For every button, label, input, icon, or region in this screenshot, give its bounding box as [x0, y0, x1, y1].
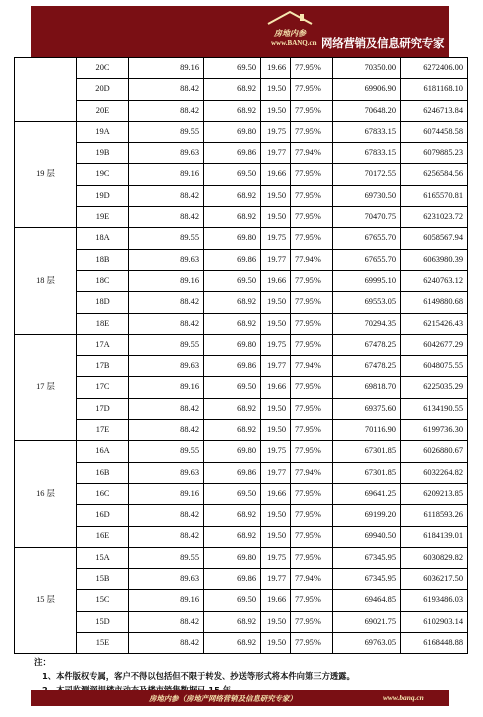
value-cell: 69.80 — [204, 441, 261, 462]
value-cell: 77.94% — [291, 249, 333, 270]
value-cell: 77.95% — [291, 207, 333, 228]
unit-cell: 17A — [77, 334, 129, 355]
value-cell: 6272406.00 — [401, 58, 468, 79]
value-cell: 77.95% — [291, 377, 333, 398]
value-cell: 6193486.03 — [401, 590, 468, 611]
value-cell: 19.50 — [261, 79, 291, 100]
value-cell: 6184139.01 — [401, 526, 468, 547]
table-row — [15, 462, 468, 483]
value-cell: 69.86 — [204, 462, 261, 483]
value-cell: 6168448.88 — [401, 633, 468, 654]
value-cell: 77.95% — [291, 164, 333, 185]
value-cell: 19.50 — [261, 100, 291, 121]
value-cell: 6032264.82 — [401, 462, 468, 483]
value-cell: 69021.75 — [333, 611, 401, 632]
value-cell: 69.50 — [204, 270, 261, 291]
value-cell: 89.16 — [129, 377, 204, 398]
value-cell: 77.95% — [291, 611, 333, 632]
value-cell: 6215426.43 — [401, 313, 468, 334]
unit-cell: 18B — [77, 249, 129, 270]
value-cell: 77.95% — [291, 313, 333, 334]
value-cell: 69.50 — [204, 483, 261, 504]
value-cell: 77.95% — [291, 547, 333, 568]
unit-cell: 20D — [77, 79, 129, 100]
value-cell: 69375.60 — [333, 398, 401, 419]
value-cell: 89.63 — [129, 249, 204, 270]
unit-cell: 18C — [77, 270, 129, 291]
value-cell: 70350.00 — [333, 58, 401, 79]
price-table-body — [15, 58, 468, 654]
table-row — [15, 185, 468, 206]
value-cell: 89.16 — [129, 164, 204, 185]
unit-cell: 16B — [77, 462, 129, 483]
value-cell: 88.42 — [129, 633, 204, 654]
unit-cell: 19D — [77, 185, 129, 206]
value-cell: 77.95% — [291, 100, 333, 121]
table-row — [15, 79, 468, 100]
value-cell: 19.66 — [261, 377, 291, 398]
value-cell: 68.92 — [204, 292, 261, 313]
value-cell: 77.95% — [291, 420, 333, 441]
value-cell: 88.42 — [129, 420, 204, 441]
value-cell: 69.86 — [204, 143, 261, 164]
note-item: 1、本件版权专属，客户不得以包括但不限于转发、抄送等形式将本件向第三方透露。 — [42, 671, 355, 681]
floor-cell: 17 层 — [15, 334, 77, 440]
value-cell: 77.95% — [291, 79, 333, 100]
value-cell: 89.55 — [129, 547, 204, 568]
value-cell: 68.92 — [204, 611, 261, 632]
value-cell: 77.95% — [291, 292, 333, 313]
table-row — [15, 58, 468, 79]
floor-cell: 16 层 — [15, 441, 77, 547]
value-cell: 88.42 — [129, 79, 204, 100]
value-cell: 19.50 — [261, 185, 291, 206]
value-cell: 88.42 — [129, 398, 204, 419]
value-cell: 77.95% — [291, 483, 333, 504]
unit-cell: 19E — [77, 207, 129, 228]
value-cell: 19.75 — [261, 334, 291, 355]
value-cell: 77.94% — [291, 569, 333, 590]
value-cell: 68.92 — [204, 185, 261, 206]
value-cell: 88.42 — [129, 207, 204, 228]
footer-banner — [31, 690, 449, 706]
value-cell: 6246713.84 — [401, 100, 468, 121]
value-cell: 19.77 — [261, 143, 291, 164]
unit-cell: 19A — [77, 121, 129, 142]
table-row — [15, 398, 468, 419]
footer-text: 房地内参（房地产网络营销及信息研究专家） — [149, 694, 297, 703]
table-row — [15, 164, 468, 185]
notes-label: 注： — [34, 658, 52, 668]
value-cell: 89.63 — [129, 143, 204, 164]
value-cell: 70172.55 — [333, 164, 401, 185]
value-cell: 19.66 — [261, 164, 291, 185]
value-cell: 77.95% — [291, 270, 333, 291]
value-cell: 19.50 — [261, 292, 291, 313]
value-cell: 88.42 — [129, 100, 204, 121]
unit-cell: 17E — [77, 420, 129, 441]
table-row — [15, 611, 468, 632]
value-cell: 67345.95 — [333, 547, 401, 568]
value-cell: 69.50 — [204, 164, 261, 185]
floor-cell: 18 层 — [15, 228, 77, 334]
table-row — [15, 143, 468, 164]
value-cell: 77.95% — [291, 526, 333, 547]
value-cell: 69.80 — [204, 334, 261, 355]
value-cell: 67655.70 — [333, 228, 401, 249]
value-cell: 19.75 — [261, 228, 291, 249]
value-cell: 19.50 — [261, 207, 291, 228]
table-row — [15, 505, 468, 526]
unit-cell: 18E — [77, 313, 129, 334]
value-cell: 88.42 — [129, 505, 204, 526]
floor-cell: 15 层 — [15, 547, 77, 653]
value-cell: 6231023.72 — [401, 207, 468, 228]
value-cell: 6026880.67 — [401, 441, 468, 462]
value-cell: 77.95% — [291, 228, 333, 249]
value-cell: 68.92 — [204, 420, 261, 441]
value-cell: 69.50 — [204, 377, 261, 398]
value-cell: 19.50 — [261, 313, 291, 334]
value-cell: 68.92 — [204, 207, 261, 228]
value-cell: 69.80 — [204, 121, 261, 142]
value-cell: 68.92 — [204, 100, 261, 121]
value-cell: 88.42 — [129, 292, 204, 313]
table-row — [15, 121, 468, 142]
value-cell: 69.80 — [204, 547, 261, 568]
header-banner — [31, 6, 449, 57]
value-cell: 69641.25 — [333, 483, 401, 504]
floor-cell — [15, 58, 77, 122]
value-cell: 89.63 — [129, 462, 204, 483]
value-cell: 69464.85 — [333, 590, 401, 611]
value-cell: 19.66 — [261, 483, 291, 504]
value-cell: 77.95% — [291, 334, 333, 355]
value-cell: 6209213.85 — [401, 483, 468, 504]
value-cell: 68.92 — [204, 398, 261, 419]
value-cell: 19.50 — [261, 526, 291, 547]
value-cell: 6181168.10 — [401, 79, 468, 100]
value-cell: 89.16 — [129, 58, 204, 79]
value-cell: 6118593.26 — [401, 505, 468, 526]
value-cell: 88.42 — [129, 526, 204, 547]
value-cell: 67301.85 — [333, 441, 401, 462]
value-cell: 6256584.56 — [401, 164, 468, 185]
value-cell: 6058567.94 — [401, 228, 468, 249]
value-cell: 67478.25 — [333, 356, 401, 377]
value-cell: 19.50 — [261, 611, 291, 632]
value-cell: 77.95% — [291, 505, 333, 526]
value-cell: 69906.90 — [333, 79, 401, 100]
table-row — [15, 292, 468, 313]
value-cell: 19.77 — [261, 462, 291, 483]
value-cell: 69.80 — [204, 228, 261, 249]
value-cell: 77.94% — [291, 143, 333, 164]
value-cell: 68.92 — [204, 505, 261, 526]
value-cell: 69.86 — [204, 249, 261, 270]
value-cell: 19.77 — [261, 249, 291, 270]
unit-cell: 16D — [77, 505, 129, 526]
value-cell: 70648.20 — [333, 100, 401, 121]
value-cell: 89.63 — [129, 356, 204, 377]
table-row — [15, 590, 468, 611]
table-row — [15, 207, 468, 228]
value-cell: 19.77 — [261, 569, 291, 590]
value-cell: 19.50 — [261, 505, 291, 526]
table-row — [15, 526, 468, 547]
unit-cell: 16A — [77, 441, 129, 462]
table-row — [15, 249, 468, 270]
unit-cell: 15D — [77, 611, 129, 632]
value-cell: 89.16 — [129, 590, 204, 611]
value-cell: 6225035.29 — [401, 377, 468, 398]
value-cell: 6036217.50 — [401, 569, 468, 590]
value-cell: 67345.95 — [333, 569, 401, 590]
value-cell: 68.92 — [204, 79, 261, 100]
unit-cell: 15A — [77, 547, 129, 568]
header-slogan: 网络营销及信息研究专家 — [321, 36, 445, 50]
value-cell: 77.94% — [291, 356, 333, 377]
unit-cell: 17D — [77, 398, 129, 419]
value-cell: 68.92 — [204, 526, 261, 547]
floor-cell: 19 层 — [15, 121, 77, 227]
value-cell: 69553.05 — [333, 292, 401, 313]
value-cell: 67655.70 — [333, 249, 401, 270]
value-cell: 88.42 — [129, 185, 204, 206]
value-cell: 6063980.39 — [401, 249, 468, 270]
value-cell: 6030829.82 — [401, 547, 468, 568]
price-table — [14, 57, 468, 654]
value-cell: 19.50 — [261, 633, 291, 654]
unit-cell: 17C — [77, 377, 129, 398]
value-cell: 69.86 — [204, 356, 261, 377]
unit-cell: 15C — [77, 590, 129, 611]
value-cell: 89.63 — [129, 569, 204, 590]
value-cell: 6134190.55 — [401, 398, 468, 419]
value-cell: 77.95% — [291, 590, 333, 611]
unit-cell: 18D — [77, 292, 129, 313]
unit-cell: 17B — [77, 356, 129, 377]
value-cell: 77.95% — [291, 398, 333, 419]
table-row — [15, 569, 468, 590]
value-cell: 69.50 — [204, 590, 261, 611]
table-row — [15, 547, 468, 568]
table-row — [15, 313, 468, 334]
value-cell: 68.92 — [204, 633, 261, 654]
unit-cell: 19B — [77, 143, 129, 164]
value-cell: 77.95% — [291, 121, 333, 142]
value-cell: 69940.50 — [333, 526, 401, 547]
value-cell: 69730.50 — [333, 185, 401, 206]
value-cell: 68.92 — [204, 313, 261, 334]
value-cell: 19.50 — [261, 398, 291, 419]
table-row — [15, 377, 468, 398]
value-cell: 67833.15 — [333, 143, 401, 164]
value-cell: 69995.10 — [333, 270, 401, 291]
value-cell: 19.75 — [261, 547, 291, 568]
table-row — [15, 420, 468, 441]
value-cell: 6149880.68 — [401, 292, 468, 313]
table-row — [15, 100, 468, 121]
value-cell: 88.42 — [129, 611, 204, 632]
value-cell: 67301.85 — [333, 462, 401, 483]
value-cell: 69763.05 — [333, 633, 401, 654]
unit-cell: 20C — [77, 58, 129, 79]
value-cell: 6165570.81 — [401, 185, 468, 206]
unit-cell: 20E — [77, 100, 129, 121]
table-row — [15, 334, 468, 355]
value-cell: 77.94% — [291, 462, 333, 483]
value-cell: 6079885.23 — [401, 143, 468, 164]
value-cell: 19.50 — [261, 420, 291, 441]
value-cell: 6042677.29 — [401, 334, 468, 355]
unit-cell: 15B — [77, 569, 129, 590]
unit-cell: 15E — [77, 633, 129, 654]
value-cell: 70470.75 — [333, 207, 401, 228]
value-cell: 67478.25 — [333, 334, 401, 355]
value-cell: 69199.20 — [333, 505, 401, 526]
value-cell: 89.55 — [129, 441, 204, 462]
table-row — [15, 356, 468, 377]
value-cell: 6048075.55 — [401, 356, 468, 377]
value-cell: 6102903.14 — [401, 611, 468, 632]
value-cell: 77.95% — [291, 185, 333, 206]
value-cell: 69.86 — [204, 569, 261, 590]
value-cell: 89.55 — [129, 121, 204, 142]
value-cell: 67833.15 — [333, 121, 401, 142]
value-cell: 19.66 — [261, 58, 291, 79]
value-cell: 69.50 — [204, 58, 261, 79]
value-cell: 77.95% — [291, 58, 333, 79]
unit-cell: 18A — [77, 228, 129, 249]
value-cell: 19.75 — [261, 121, 291, 142]
value-cell: 77.95% — [291, 441, 333, 462]
header-url: www.BANQ.cn — [271, 39, 317, 47]
table-row — [15, 270, 468, 291]
table-row — [15, 228, 468, 249]
value-cell: 6199736.30 — [401, 420, 468, 441]
table-row — [15, 441, 468, 462]
unit-cell: 16E — [77, 526, 129, 547]
value-cell: 70294.35 — [333, 313, 401, 334]
value-cell: 89.55 — [129, 334, 204, 355]
value-cell: 69818.70 — [333, 377, 401, 398]
value-cell: 77.95% — [291, 633, 333, 654]
footer-url: www.banq.cn — [383, 693, 424, 702]
header-brand: 房地内参 — [274, 29, 306, 38]
value-cell: 19.75 — [261, 441, 291, 462]
value-cell: 89.16 — [129, 270, 204, 291]
table-row — [15, 483, 468, 504]
value-cell: 19.66 — [261, 270, 291, 291]
value-cell: 6074458.58 — [401, 121, 468, 142]
value-cell: 70116.90 — [333, 420, 401, 441]
value-cell: 88.42 — [129, 313, 204, 334]
value-cell: 6240763.12 — [401, 270, 468, 291]
value-cell: 89.16 — [129, 483, 204, 504]
unit-cell: 16C — [77, 483, 129, 504]
value-cell: 19.77 — [261, 356, 291, 377]
table-row — [15, 633, 468, 654]
unit-cell: 19C — [77, 164, 129, 185]
value-cell: 19.66 — [261, 590, 291, 611]
value-cell: 89.55 — [129, 228, 204, 249]
